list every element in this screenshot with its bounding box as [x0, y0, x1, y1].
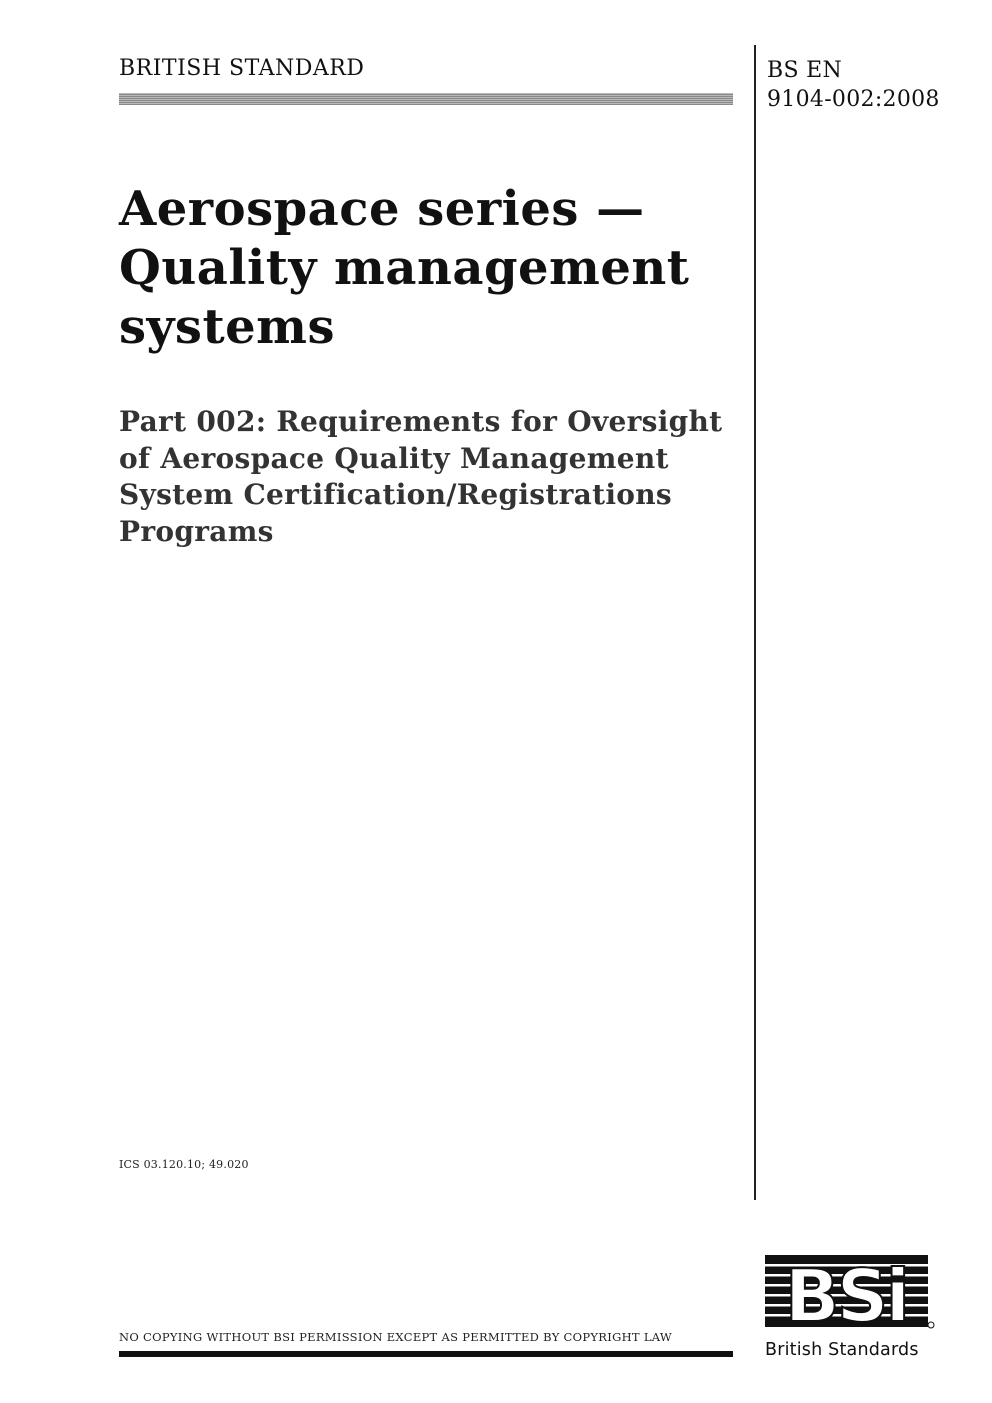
- vertical-divider: [754, 45, 756, 1200]
- publication-type-label: BRITISH STANDARD: [119, 56, 365, 81]
- copyright-notice: NO COPYING WITHOUT BSI PERMISSION EXCEPT AS PERMITTED BY COPYRIGHT LAW: [119, 1330, 673, 1344]
- header-rule: [119, 93, 733, 105]
- bsi-logo-name: British Standards: [765, 1340, 919, 1360]
- document-title: [119, 180, 739, 357]
- standard-reference-line2: 9104-002:2008: [767, 87, 940, 112]
- title-line2: Quality management: [119, 240, 690, 296]
- title-line1: Aerospace series —: [119, 181, 645, 237]
- standard-reference-line1: BS EN: [767, 58, 843, 83]
- bsi-logo-mark: BSi: [784, 1255, 908, 1338]
- subtitle-line2: of Aerospace Quality Management: [119, 441, 669, 475]
- subtitle-line4: Programs: [119, 514, 274, 548]
- subtitle-line3: System Certification/Registrations: [119, 478, 672, 511]
- title-line3: systems: [119, 299, 335, 355]
- document-subtitle: [119, 404, 739, 550]
- subtitle-line1: Part 002: Requirements for Oversight: [119, 405, 723, 438]
- ics-code: ICS 03.120.10; 49.020: [119, 1158, 249, 1171]
- standard-reference: [767, 56, 940, 114]
- footer-rule: [119, 1351, 733, 1357]
